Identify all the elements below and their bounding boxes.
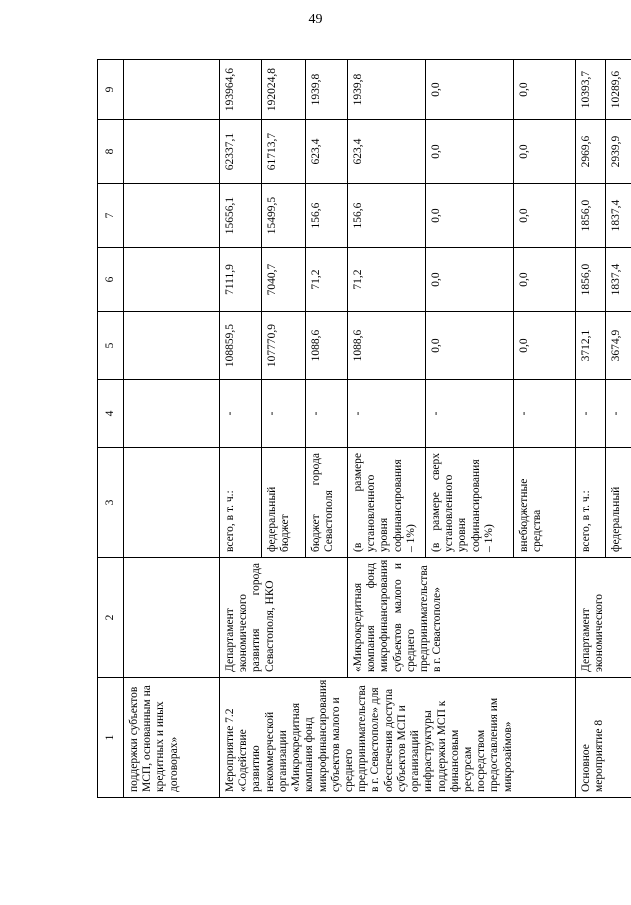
- header-cell: 4: [98, 380, 124, 448]
- value-cell: 0,0: [514, 312, 576, 380]
- value-cell: -: [220, 380, 262, 448]
- value-cell: 1837,4: [606, 184, 631, 248]
- table-row: [220, 60, 262, 798]
- value-cell: 2969,6: [576, 120, 606, 184]
- value-cell: 1837,4: [606, 248, 631, 312]
- value-cell: 156,6: [306, 184, 348, 248]
- table-row: [124, 60, 220, 798]
- table-row: [576, 60, 606, 798]
- value-cell: 62337,1: [220, 120, 262, 184]
- value-cell: 1088,6: [348, 312, 426, 380]
- value-cell: 15499,5: [262, 184, 306, 248]
- value-cell: 1939,8: [348, 60, 426, 120]
- source-cell: (в размере сверх установленного уровня софинансирования – 1%): [426, 448, 514, 558]
- value-cell: -: [306, 380, 348, 448]
- value-cell: 0,0: [514, 120, 576, 184]
- executor-cell: Департамент экономического: [576, 558, 631, 678]
- value-cell: 623,4: [348, 120, 426, 184]
- event-cell: Основное мероприятие 8: [576, 678, 631, 798]
- source-cell: всего, в т. ч.:: [576, 448, 606, 558]
- value-cell: -: [606, 380, 631, 448]
- header-cell: 3: [98, 448, 124, 558]
- header-cell: 9: [98, 60, 124, 120]
- source-cell: федеральный бюджет: [262, 448, 306, 558]
- value-cell: 71,2: [348, 248, 426, 312]
- value-cell: 193964,6: [220, 60, 262, 120]
- value-cell: 3712,1: [576, 312, 606, 380]
- value-cell: 10393,7: [576, 60, 606, 120]
- source-cell: (в размере установленного уровня софинансирования – 1%): [348, 448, 426, 558]
- value-cell: 107770,9: [262, 312, 306, 380]
- value-cell: 2939,9: [606, 120, 631, 184]
- value-cell: 1939,8: [306, 60, 348, 120]
- value-cell: 0,0: [426, 312, 514, 380]
- header-cell: 1: [98, 678, 124, 798]
- value-cell: 0,0: [514, 184, 576, 248]
- value-cell: 623,4: [306, 120, 348, 184]
- header-cell: 6: [98, 248, 124, 312]
- source-cell: всего, в т. ч.:: [220, 448, 262, 558]
- executor-cell: «Микрокредитная компания фонд микрофинансирования субъектов малого и среднего предпринимательства в г. Севастополе»: [348, 558, 576, 678]
- executor-cell: Департамент экономического развития города Севастополя, НКО: [220, 558, 348, 678]
- value-cell: -: [576, 380, 606, 448]
- value-cell: -: [262, 380, 306, 448]
- page-number: 49: [308, 12, 323, 27]
- value-cell: 10289,6: [606, 60, 631, 120]
- event-cell: поддержки субъектов МСП, основанным на кредитных и иных договорах»: [124, 678, 220, 798]
- value-cell: 0,0: [514, 248, 576, 312]
- value-cell: -: [348, 380, 426, 448]
- value-cell: 7111,9: [220, 248, 262, 312]
- budget-table: [97, 59, 631, 798]
- source-cell: федеральный: [606, 448, 631, 558]
- value-cell: 0,0: [426, 184, 514, 248]
- header-cell: 5: [98, 312, 124, 380]
- value-cell: 1856,0: [576, 184, 606, 248]
- value-cell: 108859,5: [220, 312, 262, 380]
- header-cell: 8: [98, 120, 124, 184]
- value-cell: 7040,7: [262, 248, 306, 312]
- value-cell: -: [514, 380, 576, 448]
- value-cell: 0,0: [426, 60, 514, 120]
- value-cell: 1856,0: [576, 248, 606, 312]
- value-cell: 192024,8: [262, 60, 306, 120]
- header-row: [98, 60, 124, 798]
- value-cell: 3674,9: [606, 312, 631, 380]
- value-cell: 15656,1: [220, 184, 262, 248]
- value-cell: 0,0: [426, 248, 514, 312]
- source-cell: внебюджетные средства: [514, 448, 576, 558]
- value-cell: 61713,7: [262, 120, 306, 184]
- event-cell: Мероприятие 7.2 «Содействие развитию некоммерческой организации «Микрокредитная компания фонд микрофинансирования субъектов малого и среднего предпринимательства в г. Севастополе» для обеспечения доступа субъектов МСП и организаций инфраструктуры поддержки МСП к финансовым ресурсам посредством предоставления им микрозаймов»: [220, 678, 576, 798]
- value-cell: -: [426, 380, 514, 448]
- value-cell: 71,2: [306, 248, 348, 312]
- header-cell: 2: [98, 558, 124, 678]
- rotated-table-container: [97, 60, 622, 798]
- value-cell: 0,0: [426, 120, 514, 184]
- header-cell: 7: [98, 184, 124, 248]
- value-cell: 0,0: [514, 60, 576, 120]
- value-cell: 156,6: [348, 184, 426, 248]
- source-cell: бюджет города Севастополя: [306, 448, 348, 558]
- value-cell: 1088,6: [306, 312, 348, 380]
